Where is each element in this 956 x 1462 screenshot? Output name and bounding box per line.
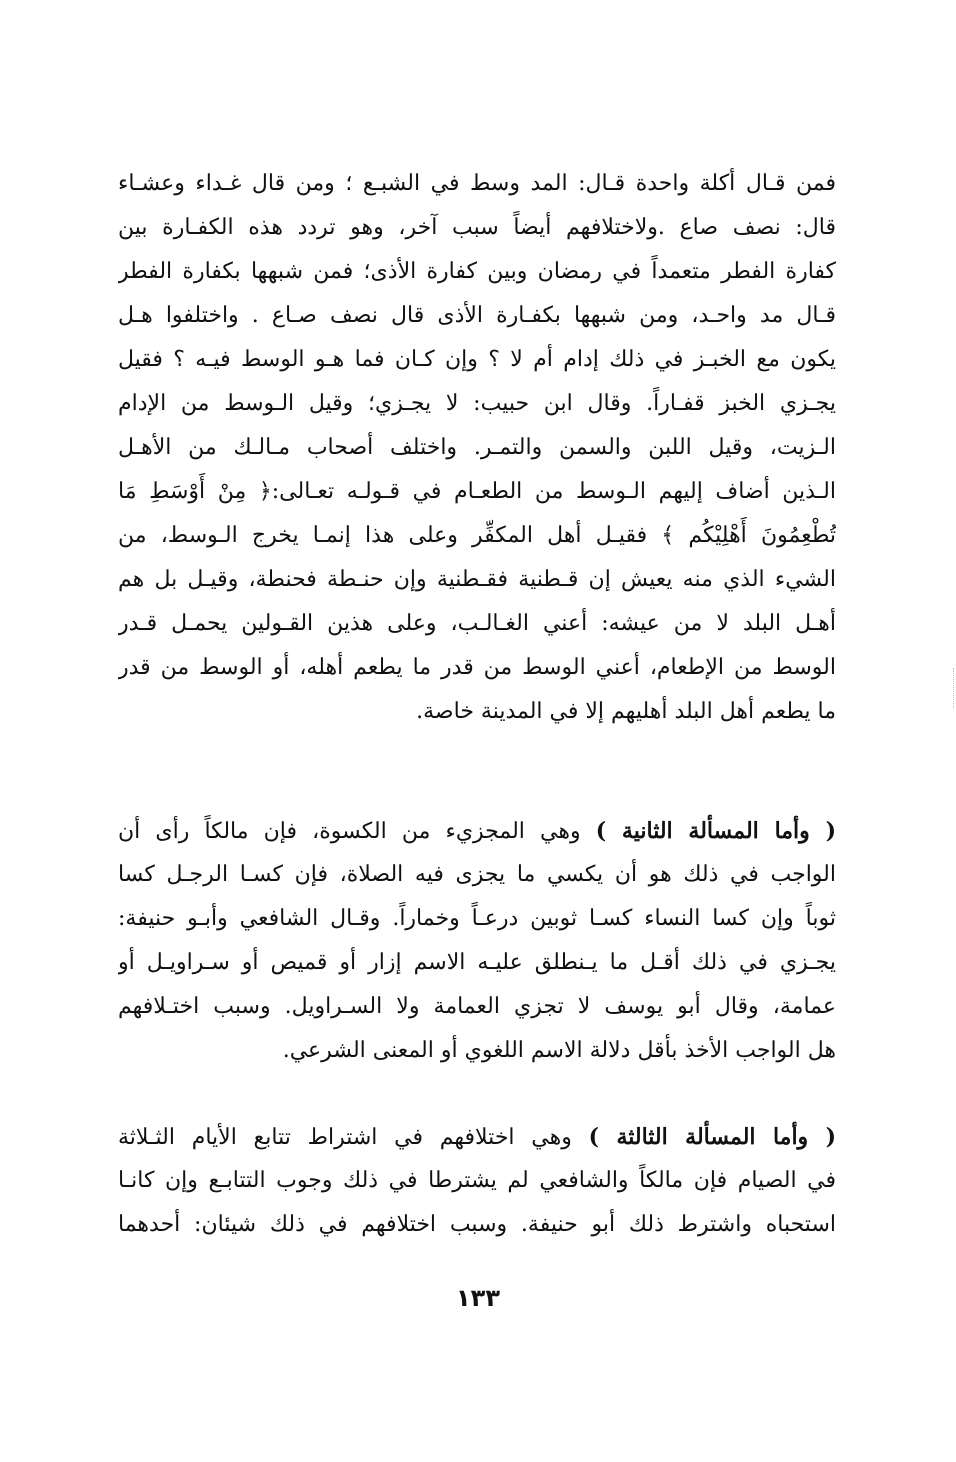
paragraph-second-issue <box>118 809 836 1073</box>
text-run: وهي المجزيء من الكسوة، فإن مالكاً رأى أن <box>118 819 581 844</box>
text-line <box>118 1115 836 1159</box>
text-line <box>118 809 836 853</box>
text-line: الـزيت، وقيل اللبن والسمن والتمـر. واختلف أصحاب مـالـك من الأهـل <box>118 435 836 460</box>
text-line: تُطْعِمُونَ أَهْلِيْكُم ﴾ فقيـل أهل المكفِّر وعلى هذا إنمـا يخرج الـوسط، من <box>118 523 836 548</box>
text-line: الوسط من الإطعام، أعني الوسط من قدر ما يطعم أهله، أو الوسط من قدر <box>118 655 836 680</box>
section-heading: ( وأما المسألة الثالثة ) <box>588 1124 836 1150</box>
text-line: هل الواجب الأخذ بأقل دلالة الاسم اللغوي أو المعنى الشرعي. <box>282 1038 836 1063</box>
text-line: في الصيام فإن مالكاً والشافعي لم يشترطا في ذلك وجوب التتابـع وإن كانـا <box>118 1168 836 1193</box>
text-line: استحباه واشترط ذلك أبو حنيفة. وسبب اختلافهم في ذلك شيئان: أحدهما <box>118 1212 836 1237</box>
text-line: الـذين أضاف إليهم الـوسط من الطعـام في قـولـه تعـالى:﴿ مِنْ أَوْسَطِ مَا <box>118 479 836 504</box>
text-run: وهي اختلافهم في اشتراط تتابع الأيام الثـلاثة <box>118 1125 572 1150</box>
text-line: أهـل البلد لا من عيشه: أعني الغـالـب، وعلى هذين القـولين يحمـل قـدر <box>118 611 836 636</box>
text-line: يكون مع الخبـز في ذلك إدام أم لا ؟ وإن كـان فما هـو الوسط فيـه ؟ فقيل <box>118 347 836 372</box>
text-line: ما يطعم أهل البلد أهليهم إلا في المدينة خاصة. <box>416 699 836 724</box>
text-line: يجـزي في ذلك أقـل ما يـنطلق عليـه الاسم إزار أو قميص أو سـراويـل أو <box>118 950 836 975</box>
text-line: قال: نصف صاع .ولاختلافهم أيضاً سبب آخر، وهو تردد هذه الكفـارة بين <box>118 215 836 240</box>
text-line: ثوباً وإن كسا النساء كسـا ثوبين درعـاً وخماراً. وقـال الشافعي وأبـو حنيفة: <box>118 906 836 931</box>
text-line: كفارة الفطر متعمداً في رمضان وبين كفارة الأذى؛ فمن شبهها بكفارة الفطر <box>118 259 836 284</box>
section-heading: ( وأما المسألة الثانية ) <box>595 818 836 844</box>
text-line: الواجب في ذلك هو أن يكسي ما يجزى فيه الصلاة، فإن كسـا الرجـل كسا <box>118 862 836 887</box>
margin-dotted-mark <box>951 668 954 708</box>
text-line: فمن قـال أكلة واحدة قـال: المد وسط في الشبـع ؛ ومن قال غـداء وعشـاء <box>118 171 836 196</box>
paragraph-expiation-food <box>118 162 836 734</box>
paragraph-third-issue <box>118 1115 836 1247</box>
text-line: عمامة، وقال أبو يوسف لا تجزي العمامة ولا السـراويل. وسبب اختـلافهم <box>118 994 836 1019</box>
text-line: يجـزي الخبز قفـاراً. وقال ابن حبيب: لا يجـزي؛ وقيل الـوسط من الإدام <box>118 391 836 416</box>
page-number: ١٣٣ <box>456 1284 500 1312</box>
text-line: الشيء الذي منه يعيش إن قـطنية فقـطنية وإن حنـطة فحنطة، وقيـل بل هم <box>118 567 836 592</box>
text-line: قـال مد واحـد، ومن شبهها بكفـارة الأذى قال نصف صـاع . واختلفوا هـل <box>118 303 836 328</box>
